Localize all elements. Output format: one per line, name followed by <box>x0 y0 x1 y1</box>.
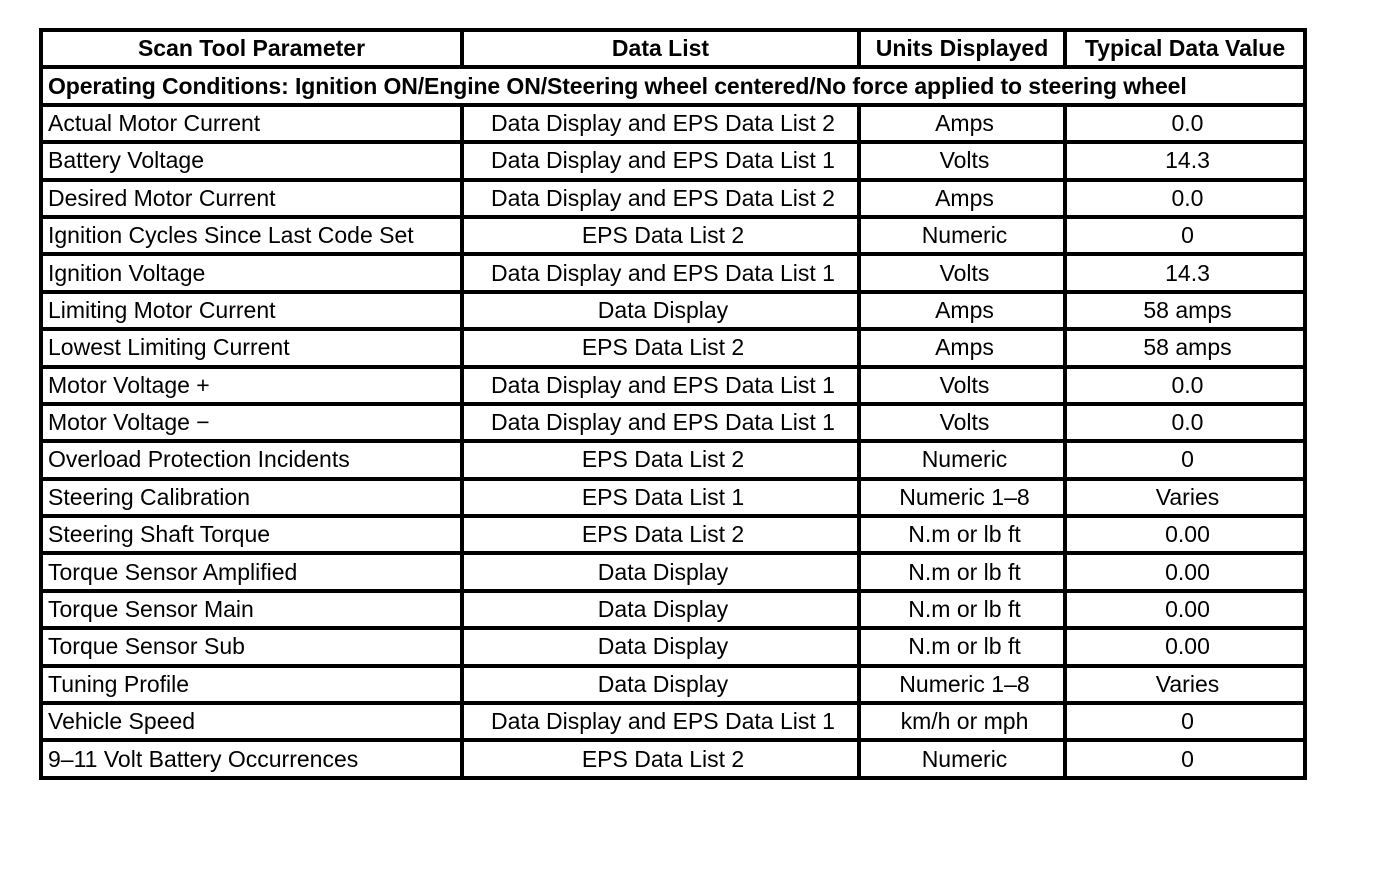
table-row <box>41 666 1305 703</box>
cell-typical-value: 0 <box>1065 703 1305 740</box>
cell-typical-value: 0.00 <box>1065 628 1305 665</box>
cell-units: Volts <box>859 404 1065 441</box>
cell-units: km/h or mph <box>859 703 1065 740</box>
header-units-displayed: Units Displayed <box>859 30 1065 67</box>
cell-data-list: EPS Data List 2 <box>462 217 859 254</box>
cell-parameter: Motor Voltage − <box>41 404 462 441</box>
cell-units: Numeric <box>859 441 1065 478</box>
cell-data-list: Data Display <box>462 292 859 329</box>
cell-parameter: Lowest Limiting Current <box>41 329 462 366</box>
cell-parameter: Steering Shaft Torque <box>41 516 462 553</box>
cell-units: N.m or lb ft <box>859 591 1065 628</box>
cell-parameter: Limiting Motor Current <box>41 292 462 329</box>
table-row <box>41 105 1305 142</box>
cell-typical-value: 0 <box>1065 441 1305 478</box>
cell-data-list: Data Display <box>462 666 859 703</box>
cell-typical-value: Varies <box>1065 479 1305 516</box>
table-row <box>41 254 1305 291</box>
cell-data-list: Data Display and EPS Data List 2 <box>462 180 859 217</box>
table-row <box>41 591 1305 628</box>
cell-typical-value: 0.00 <box>1065 591 1305 628</box>
table-body <box>41 67 1305 777</box>
table-row <box>41 142 1305 179</box>
cell-data-list: Data Display <box>462 553 859 590</box>
cell-typical-value: 0.00 <box>1065 516 1305 553</box>
table-row <box>41 180 1305 217</box>
table-row <box>41 329 1305 366</box>
cell-units: Numeric <box>859 217 1065 254</box>
cell-units: Volts <box>859 254 1065 291</box>
cell-typical-value: 0.0 <box>1065 180 1305 217</box>
cell-typical-value: 0.0 <box>1065 105 1305 142</box>
cell-typical-value: 0 <box>1065 217 1305 254</box>
table-row <box>41 441 1305 478</box>
cell-data-list: EPS Data List 2 <box>462 740 859 777</box>
cell-parameter: Tuning Profile <box>41 666 462 703</box>
table-row <box>41 703 1305 740</box>
operating-conditions: Operating Conditions: Ignition ON/Engine ON/Steering wheel centered/No force applied to steering wheel <box>41 67 1305 104</box>
cell-data-list: EPS Data List 2 <box>462 516 859 553</box>
cell-units: Amps <box>859 105 1065 142</box>
cell-parameter: Vehicle Speed <box>41 703 462 740</box>
table-header <box>41 30 1305 67</box>
cell-parameter: Battery Voltage <box>41 142 462 179</box>
cell-units: N.m or lb ft <box>859 516 1065 553</box>
cell-parameter: Ignition Voltage <box>41 254 462 291</box>
cell-parameter: Torque Sensor Amplified <box>41 553 462 590</box>
cell-parameter: Torque Sensor Main <box>41 591 462 628</box>
cell-typical-value: 58 amps <box>1065 329 1305 366</box>
cell-typical-value: 0.00 <box>1065 553 1305 590</box>
cell-data-list: Data Display <box>462 591 859 628</box>
cell-typical-value: 0.0 <box>1065 404 1305 441</box>
scan-tool-data-table <box>39 28 1307 780</box>
cell-units: Numeric 1–8 <box>859 479 1065 516</box>
cell-parameter: Torque Sensor Sub <box>41 628 462 665</box>
cell-typical-value: 14.3 <box>1065 254 1305 291</box>
cell-typical-value: 0 <box>1065 740 1305 777</box>
table-row <box>41 292 1305 329</box>
table-row <box>41 516 1305 553</box>
cell-units: Volts <box>859 367 1065 404</box>
table-row <box>41 404 1305 441</box>
cell-parameter: Ignition Cycles Since Last Code Set <box>41 217 462 254</box>
cell-data-list: Data Display and EPS Data List 1 <box>462 367 859 404</box>
cell-data-list: EPS Data List 2 <box>462 441 859 478</box>
cell-parameter: Steering Calibration <box>41 479 462 516</box>
header-data-list: Data List <box>462 30 859 67</box>
cell-units: N.m or lb ft <box>859 553 1065 590</box>
cell-typical-value: 14.3 <box>1065 142 1305 179</box>
cell-units: Numeric <box>859 740 1065 777</box>
cell-data-list: Data Display and EPS Data List 1 <box>462 254 859 291</box>
cell-typical-value: 0.0 <box>1065 367 1305 404</box>
header-scan-tool-parameter: Scan Tool Parameter <box>41 30 462 67</box>
cell-data-list: Data Display <box>462 628 859 665</box>
table-row <box>41 217 1305 254</box>
table-row <box>41 628 1305 665</box>
table-row <box>41 367 1305 404</box>
cell-data-list: EPS Data List 2 <box>462 329 859 366</box>
cell-typical-value: Varies <box>1065 666 1305 703</box>
header-typical-data-value: Typical Data Value <box>1065 30 1305 67</box>
header-row <box>41 30 1305 67</box>
cell-parameter: 9–11 Volt Battery Occurrences <box>41 740 462 777</box>
cell-units: Amps <box>859 292 1065 329</box>
cell-units: Amps <box>859 329 1065 366</box>
cell-parameter: Motor Voltage + <box>41 367 462 404</box>
cell-data-list: Data Display and EPS Data List 1 <box>462 142 859 179</box>
cell-units: N.m or lb ft <box>859 628 1065 665</box>
table-row <box>41 553 1305 590</box>
cell-typical-value: 58 amps <box>1065 292 1305 329</box>
scan-tool-data-table-container <box>39 28 1303 780</box>
cell-parameter: Overload Protection Incidents <box>41 441 462 478</box>
cell-data-list: Data Display and EPS Data List 1 <box>462 703 859 740</box>
cell-data-list: EPS Data List 1 <box>462 479 859 516</box>
cell-data-list: Data Display and EPS Data List 2 <box>462 105 859 142</box>
table-row <box>41 479 1305 516</box>
cell-units: Volts <box>859 142 1065 179</box>
cell-units: Amps <box>859 180 1065 217</box>
cell-data-list: Data Display and EPS Data List 1 <box>462 404 859 441</box>
cell-units: Numeric 1–8 <box>859 666 1065 703</box>
cell-parameter: Desired Motor Current <box>41 180 462 217</box>
table-row <box>41 740 1305 777</box>
cell-parameter: Actual Motor Current <box>41 105 462 142</box>
operating-conditions-row <box>41 67 1305 104</box>
